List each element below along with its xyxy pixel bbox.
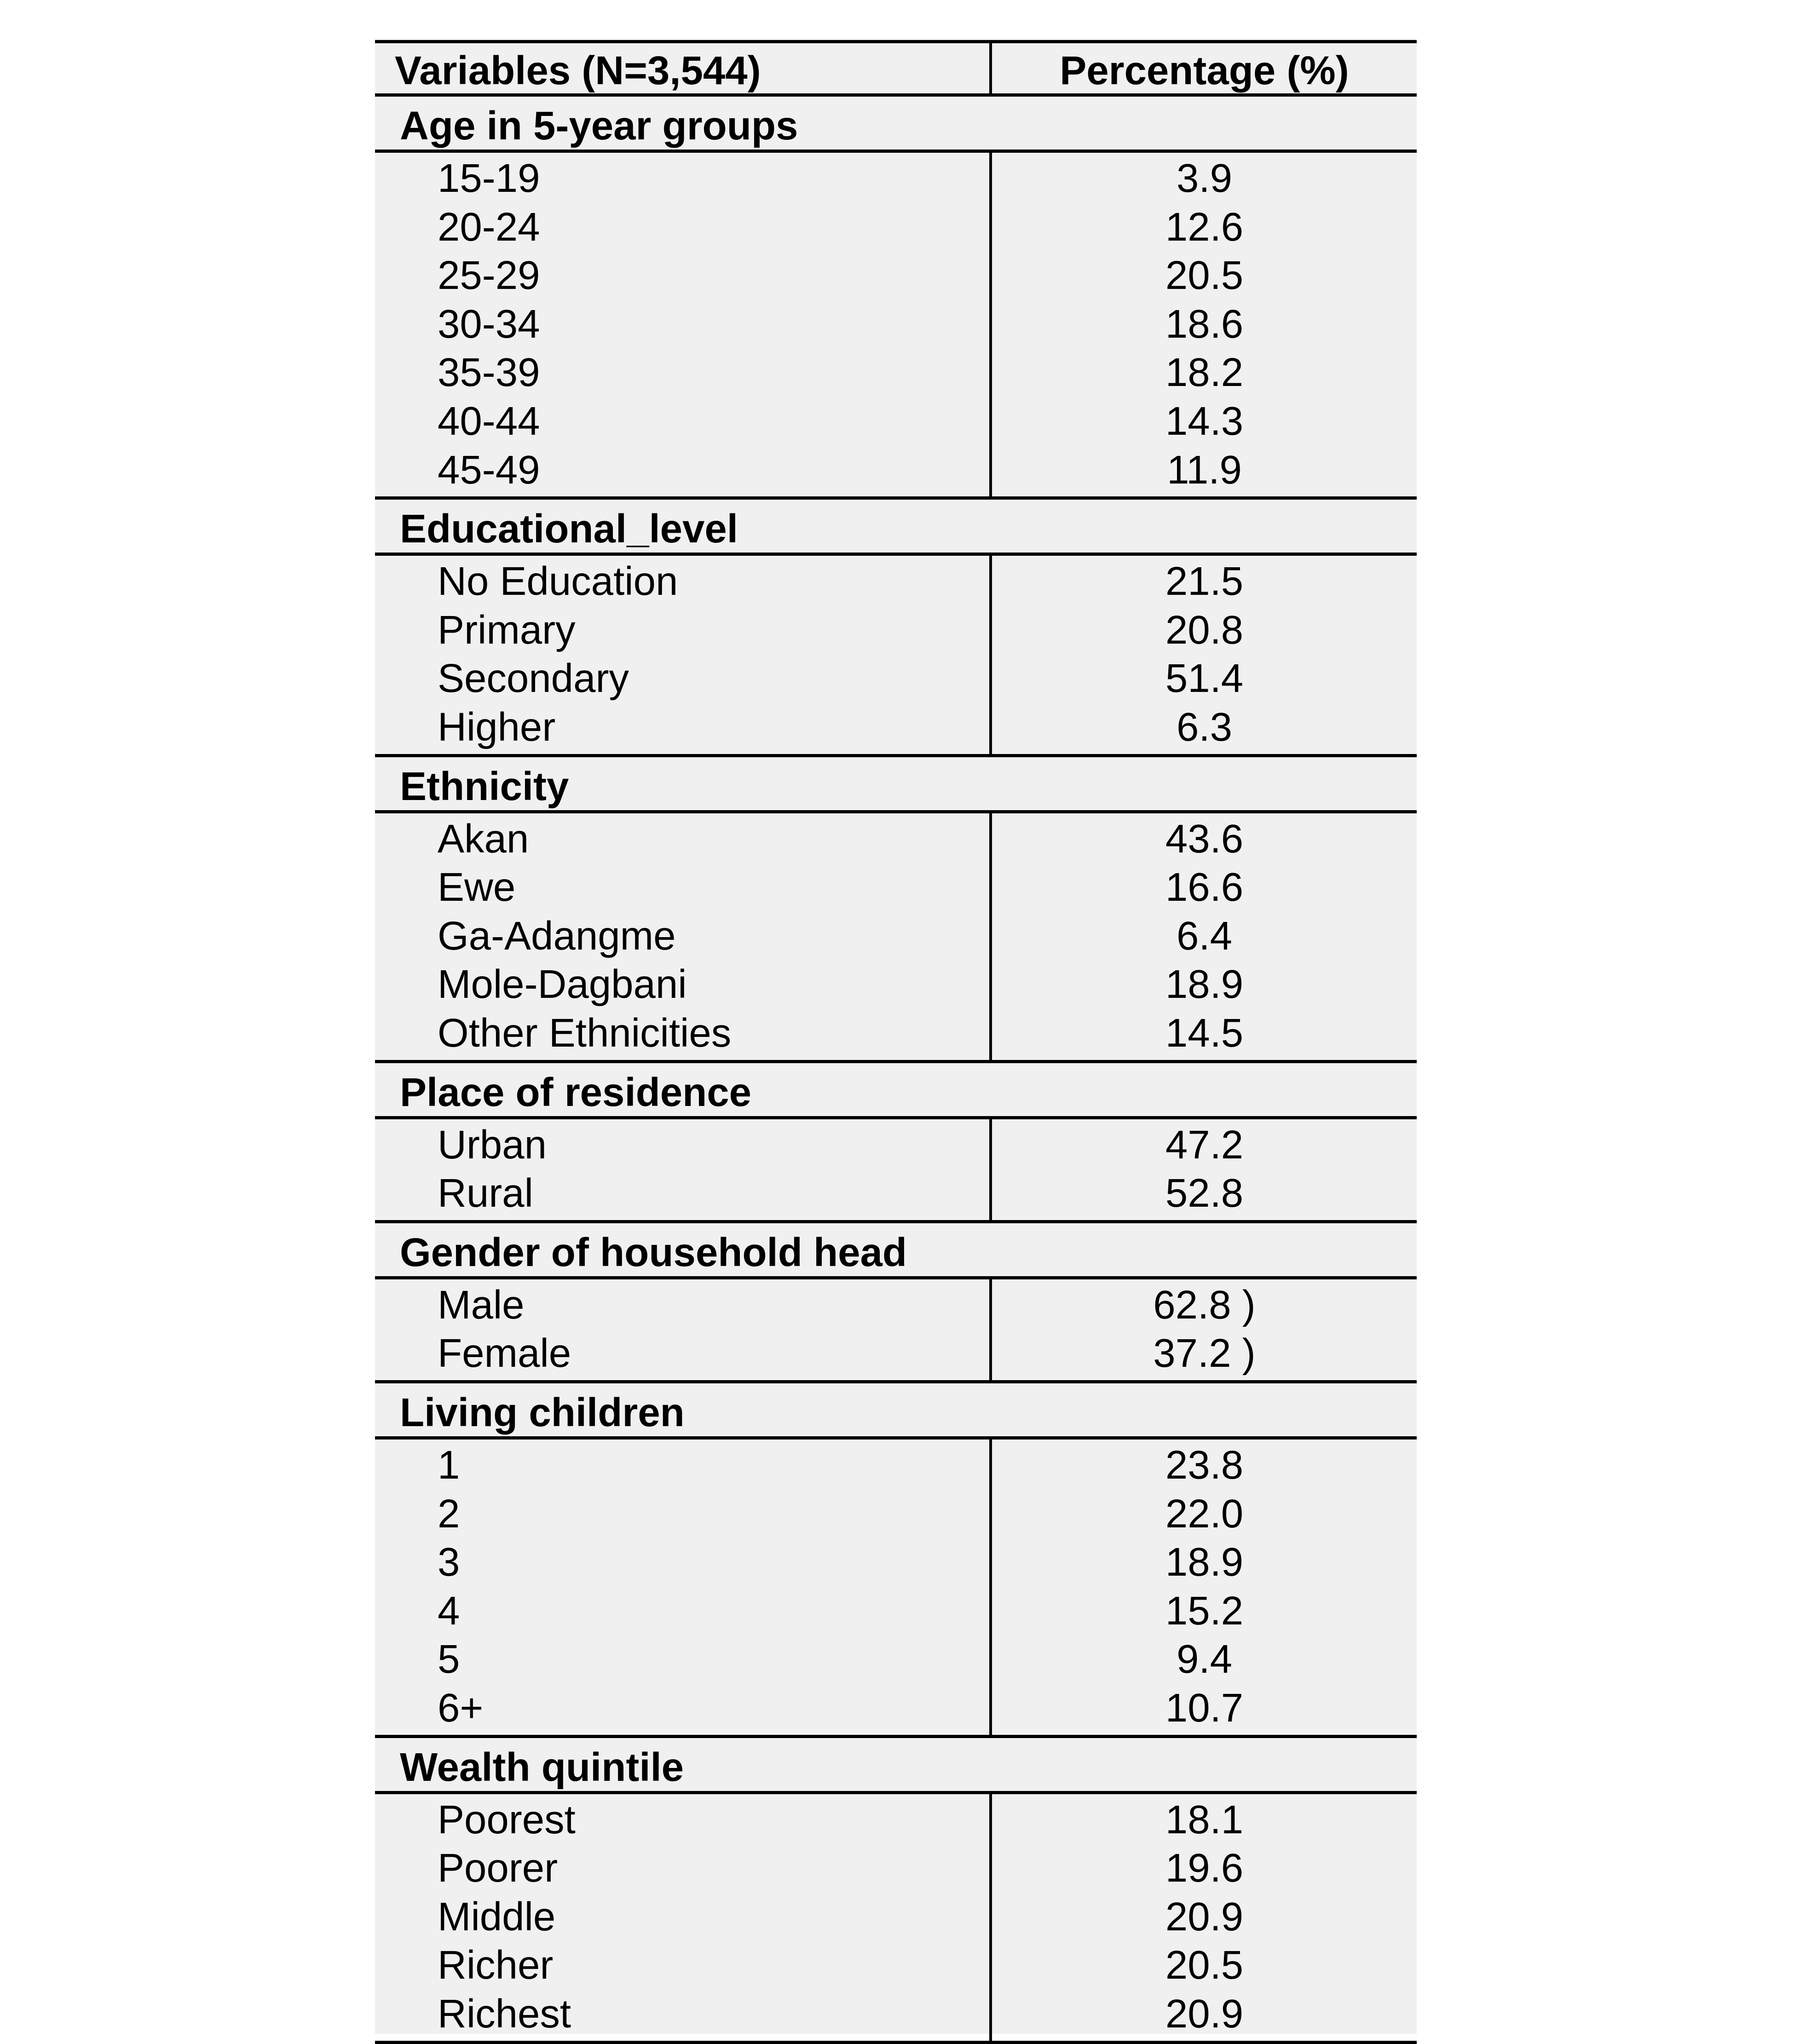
row-label: Poorer	[438, 1846, 558, 1891]
row-value: 47.2	[1165, 1122, 1244, 1167]
row-value: 14.3	[1165, 399, 1244, 443]
section-title-rule	[375, 553, 1417, 556]
row-label: Poorest	[438, 1797, 576, 1842]
row-value: 18.2	[1165, 350, 1244, 395]
row-label: Female	[438, 1331, 571, 1376]
row-label: Other Ethnicities	[438, 1011, 732, 1055]
header-bottom-rule	[375, 93, 1417, 97]
row-value: 52.8	[1165, 1171, 1244, 1216]
row-value: 10.7	[1165, 1686, 1244, 1730]
row-value: 3.9	[1177, 156, 1232, 201]
header-percentage: Percentage (%)	[1060, 48, 1349, 93]
row-label: Mole-Dagbani	[438, 962, 687, 1007]
column-divider	[989, 1279, 992, 1380]
row-label: 1	[438, 1443, 460, 1487]
row-value: 9.4	[1177, 1637, 1232, 1682]
row-value: 14.5	[1165, 1011, 1244, 1055]
row-label: Ewe	[438, 865, 516, 910]
row-value: 20.9	[1165, 1894, 1244, 1939]
row-label: 40-44	[438, 399, 540, 443]
row-value: 21.5	[1165, 559, 1244, 604]
column-divider	[989, 1794, 992, 2041]
row-value: 16.6	[1165, 865, 1244, 910]
row-value: 23.8	[1165, 1443, 1244, 1487]
row-label: 35-39	[438, 350, 540, 395]
row-label: 15-19	[438, 156, 540, 201]
header-variables: Variables (N=3,544)	[395, 48, 761, 93]
row-label: 30-34	[438, 301, 540, 346]
section-title: Educational_level	[400, 507, 738, 552]
row-value: 18.6	[1165, 301, 1244, 346]
row-value: 20.8	[1165, 607, 1244, 652]
row-label: 45-49	[438, 447, 540, 492]
row-label: 6+	[438, 1686, 484, 1730]
row-label: No Education	[438, 559, 678, 604]
section-title-rule	[375, 1276, 1417, 1279]
row-value: 15.2	[1165, 1588, 1244, 1633]
row-value: 20.9	[1165, 1992, 1244, 2036]
row-label: 25-29	[438, 253, 540, 298]
row-label: 3	[438, 1540, 460, 1585]
row-label: Richer	[438, 1943, 554, 1988]
column-divider	[989, 813, 992, 1060]
row-value: 37.2 )	[1153, 1331, 1256, 1376]
row-label: Secondary	[438, 656, 629, 701]
section-title-rule	[375, 810, 1417, 813]
row-value: 12.6	[1165, 204, 1244, 249]
row-value: 6.3	[1177, 705, 1232, 749]
section-bottom-rule	[375, 1735, 1417, 1738]
row-value: 43.6	[1165, 816, 1244, 861]
row-label: 4	[438, 1588, 460, 1633]
column-divider	[989, 42, 992, 95]
row-value: 22.0	[1165, 1491, 1244, 1536]
section-title-rule	[375, 1436, 1417, 1439]
column-divider	[989, 1439, 992, 1735]
row-label: Ga-Adangme	[438, 913, 676, 958]
section-title: Ethnicity	[400, 764, 569, 809]
section-bottom-rule	[375, 1380, 1417, 1383]
section-title: Wealth quintile	[400, 1745, 684, 1790]
row-label: Higher	[438, 705, 556, 749]
row-label: Rural	[438, 1171, 533, 1216]
column-divider	[989, 1119, 992, 1220]
column-divider	[989, 556, 992, 754]
row-value: 18.9	[1165, 1540, 1244, 1585]
table-top-rule	[375, 40, 1417, 43]
column-divider	[989, 153, 992, 496]
section-title-rule	[375, 150, 1417, 153]
table-bottom-rule	[375, 2041, 1417, 2044]
section-title: Place of residence	[400, 1070, 752, 1115]
row-value: 19.6	[1165, 1846, 1244, 1891]
row-value: 18.9	[1165, 962, 1244, 1007]
section-bottom-rule	[375, 754, 1417, 757]
section-bottom-rule	[375, 1060, 1417, 1063]
row-value: 20.5	[1165, 253, 1244, 298]
row-value: 18.1	[1165, 1797, 1244, 1842]
section-title-rule	[375, 1116, 1417, 1119]
section-title: Gender of household head	[400, 1230, 907, 1275]
row-value: 6.4	[1177, 913, 1232, 958]
row-value: 20.5	[1165, 1943, 1244, 1988]
row-label: Male	[438, 1282, 525, 1327]
row-value: 51.4	[1165, 656, 1244, 701]
row-label: 5	[438, 1637, 460, 1682]
row-label: Akan	[438, 816, 529, 861]
section-title-rule	[375, 1791, 1417, 1794]
row-label: Primary	[438, 607, 576, 652]
row-value: 11.9	[1167, 447, 1242, 492]
row-label: 2	[438, 1491, 460, 1536]
row-value: 62.8 )	[1153, 1282, 1256, 1327]
section-bottom-rule	[375, 496, 1417, 500]
section-title: Age in 5-year groups	[400, 104, 798, 148]
row-label: 20-24	[438, 204, 540, 249]
row-label: Richest	[438, 1992, 571, 2036]
section-title: Living children	[400, 1390, 685, 1435]
row-label: Middle	[438, 1894, 556, 1939]
section-bottom-rule	[375, 1220, 1417, 1223]
row-label: Urban	[438, 1122, 547, 1167]
